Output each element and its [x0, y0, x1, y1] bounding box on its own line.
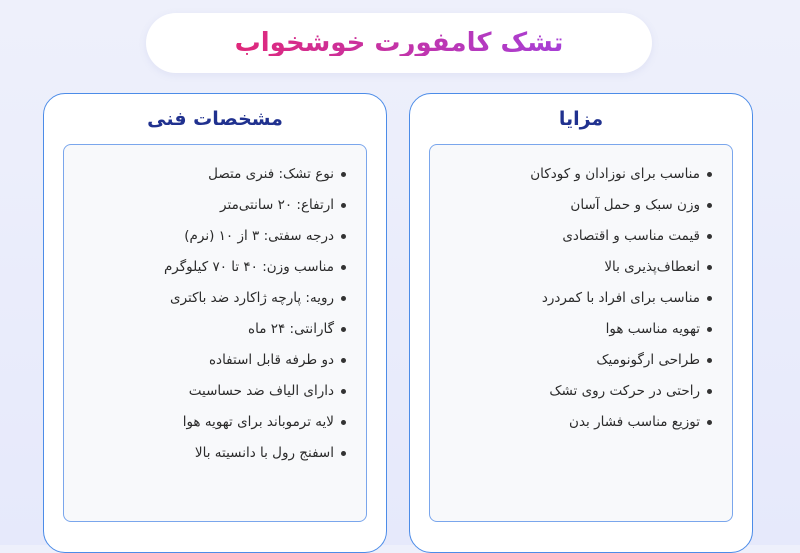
- list-item-text: مناسب برای افراد با کمردرد: [541, 290, 700, 306]
- list-item-text: گارانتی: ۲۴ ماه: [248, 321, 334, 337]
- bullet-icon: [707, 203, 712, 208]
- bullet-icon: [341, 296, 346, 301]
- list-item-text: تهویه مناسب هوا: [605, 321, 700, 337]
- bullet-icon: [341, 389, 346, 394]
- list-item: [440, 376, 712, 407]
- bullet-icon: [707, 420, 712, 425]
- list-item-text: دارای الیاف ضد حساسیت: [188, 383, 334, 399]
- list-item: [440, 314, 712, 345]
- list-item-text: وزن سبک و حمل آسان: [570, 197, 700, 213]
- page-title: تشک کامفورت خوشخواب: [234, 28, 564, 58]
- specs-title: مشخصات فنی: [147, 108, 283, 130]
- list-item: [74, 314, 346, 345]
- bullet-icon: [707, 296, 712, 301]
- list-item: [74, 345, 346, 376]
- bullet-icon: [341, 265, 346, 270]
- bullet-icon: [707, 358, 712, 363]
- specs-card: [43, 93, 387, 553]
- bullet-icon: [341, 234, 346, 239]
- list-item: [440, 345, 712, 376]
- list-item: [74, 221, 346, 252]
- list-item-text: ارتفاع: ۲۰ سانتی‌متر: [220, 197, 334, 213]
- bullet-icon: [341, 327, 346, 332]
- list-item-text: راحتی در حرکت روی تشک: [549, 383, 700, 399]
- list-item-text: رویه: پارچه ژاکارد ضد باکتری: [170, 290, 334, 306]
- list-item-text: دو طرفه قابل استفاده: [208, 352, 334, 368]
- list-item: [74, 283, 346, 314]
- bullet-icon: [341, 420, 346, 425]
- bullet-icon: [707, 265, 712, 270]
- bullet-icon: [707, 327, 712, 332]
- list-item-text: مناسب برای نوزادان و کودکان: [530, 166, 700, 182]
- list-item-text: درجه سفتی: ۳ از ۱۰ (نرم): [184, 228, 334, 244]
- bullet-icon: [707, 234, 712, 239]
- advantages-title: مزایا: [558, 108, 604, 130]
- list-item: [74, 252, 346, 283]
- list-item-text: قیمت مناسب و اقتصادی: [562, 228, 700, 244]
- list-item: [440, 221, 712, 252]
- bullet-icon: [341, 358, 346, 363]
- bullet-icon: [341, 203, 346, 208]
- title-banner: [146, 13, 652, 73]
- bullet-icon: [341, 172, 346, 177]
- list-item-text: طراحی ارگونومیک: [596, 352, 700, 368]
- bullet-icon: [707, 172, 712, 177]
- advantages-card: [409, 93, 753, 553]
- list-item-text: لایه ترموباند برای تهویه هوا: [182, 414, 334, 430]
- list-item: [74, 407, 346, 438]
- bullet-icon: [341, 451, 346, 456]
- list-item-text: نوع تشک: فنری متصل: [208, 166, 334, 182]
- list-item-text: انعطاف‌پذیری بالا: [604, 259, 700, 275]
- list-item: [440, 407, 712, 438]
- list-item: [440, 190, 712, 221]
- advantages-list-box: [429, 144, 733, 522]
- specs-list-box: [63, 144, 367, 522]
- list-item-text: توزیع مناسب فشار بدن: [569, 414, 700, 430]
- list-item: [74, 376, 346, 407]
- list-item: [440, 283, 712, 314]
- list-item-text: مناسب وزن: ۴۰ تا ۷۰ کیلوگرم: [163, 259, 334, 275]
- list-item-text: اسفنج رول با دانسیته بالا: [194, 445, 334, 461]
- advantages-list: [430, 145, 732, 438]
- list-item: [74, 159, 346, 190]
- list-item: [74, 438, 346, 469]
- bullet-icon: [707, 389, 712, 394]
- list-item: [440, 252, 712, 283]
- list-item: [440, 159, 712, 190]
- specs-list: [64, 145, 366, 469]
- list-item: [74, 190, 346, 221]
